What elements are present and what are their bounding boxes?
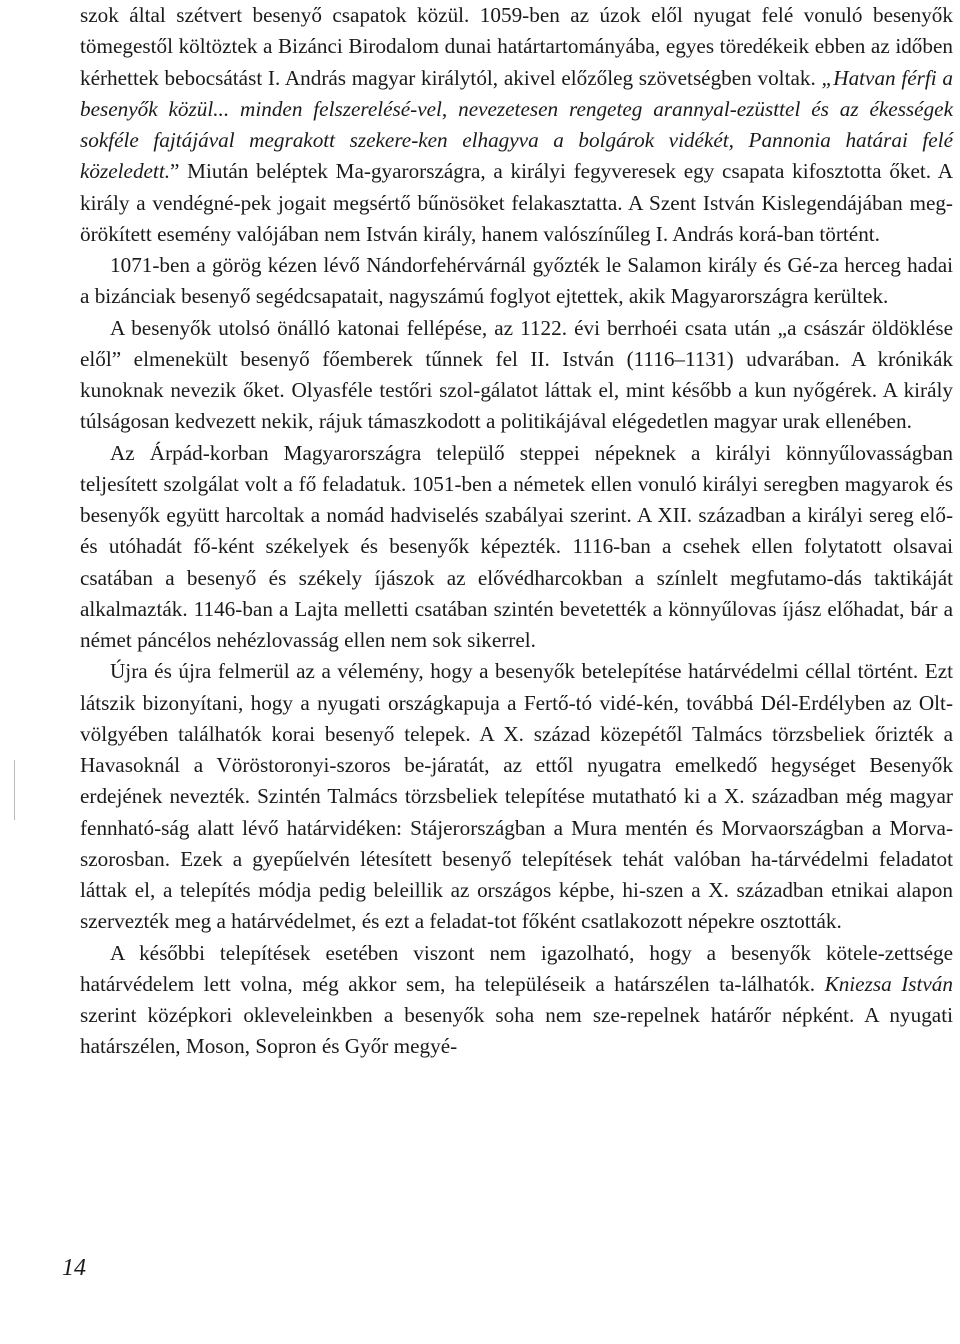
paragraph-3	[80, 313, 953, 438]
author-name-italic: Kniezsa István	[824, 971, 953, 996]
quote-italic: „Hatvan férfi a besenyők közül... minden felszerelésé-vel, nevezetesen rengeteg arannyal-ezüsttel és az ékességek sokféle fajtájával megrakott szekere-ken elhagyva a bolgárok vidékét, Pannonia határai felé közeledett.	[80, 65, 953, 184]
text-run: Újra és újra felmerül az a vélemény, hogy a besenyők betelepítése határvédelmi céllal történt. Ezt látszik bizonyítani, hogy a nyugati országkapuja a Fertő-tó vidé-kén, továbbá Dél-Erdélyben az Olt-völgyében találhatók korai besenyő telepek. A X. század közepétől Talmács törzsbeliek őrizték a Havasoknál a Vöröstoronyi-szoros be-járatát, az ettől nyugatra emelkedő hegységet Besenyők erdejének nevezték. Szintén Talmács törzsbeliek telepítése mutatható ki a X. században még magyar fennható-ság alatt lévő határvidéken: Stájerországban a Mura mentén és Morvaországban a Morva-szorosban. Ezek a gyepűelvén létesített besenyő telepítések tehát valóban ha-tárvédelmi feladatot láttak el, a telepítés módja pedig beleillik az országos képbe, hi-szen a X. században etnikai alapon szervezték meg a határvédelmet, és ezt a feladat-tot főként csatlakozott népekre osztották.	[80, 659, 953, 934]
text-run: szerint középkori okleveleinkben a besenyők soha nem sze-repelnek határőr népként. A nyugati határszélen, Moson, Sopron és Győr megyé-	[80, 1003, 953, 1059]
text-run: Az Árpád-korban Magyarországra települő steppei népeknek a királyi könnyűlovasságban teljesített szolgálat volt a fő feladatuk. 1051-ben a németek ellen vonuló királyi seregben magyarok és besenyők együtt harcoltak a nomád hadviselés szabályai szerint. A XII. században a királyi sereg elő- és utóhadát fő-ként székelyek és besenyők képezték. 1116-ban a csehek ellen folytatott olsavai csatában a besenyő és székely íjászok az elővédharcokban a színlelt megfutamo-dás taktikáját alkalmazták. 1146-ban a Lajta melletti csatában szintén bevetették a könnyűlovas íjász előhadat, bár a német páncélos nehézlovasság ellen nem sok sikerrel.	[80, 440, 953, 652]
text-run: szok által szétvert besenyő csapatok közül. 1059-ben az úzok elől nyugat felé vonuló besenyők tömegestől költöztek a Bizánci Birodalom dunai határtartományába, egyes töredékeik ebben az időben kérhettek bebocsátást I. András magyar királytól, akivel előzőleg szövetségben voltak.	[80, 3, 953, 90]
text-run: A besenyők utolsó önálló katonai fellépése, az 1122. évi berrhoéi csata után „a császár öldöklése elől” elmenekült besenyő főemberek tűnnek fel II. István (1116–1131) udvarában. A krónikák kunoknak nevezik őket. Olyasféle testőri szol-gálatot láttak el, mint később a kun nyőgérek. A király túlságosan kedvezett nekik, rájuk támaszkodott a politikájával elégedetlen magyar urak ellenében.	[80, 315, 953, 434]
paragraph-2	[80, 250, 953, 313]
margin-line	[14, 760, 15, 820]
page-number: 14	[62, 1255, 86, 1281]
text-run: A későbbi telepítések esetében viszont nem igazolható, hogy a besenyők kötele-zettsége határvédelem lett volna, még akkor sem, ha településeik a határszélen ta-lálhatók.	[80, 940, 953, 996]
page-text	[80, 0, 953, 1063]
paragraph-5	[80, 656, 953, 937]
text-run: ” Miután beléptek Ma-gyarországra, a királyi fegyveresek egy csapata kifosztotta őket. A király a vendégné-pek jogait megsértő bűnösöket felakasztatta. A Szent István Kislegendájában meg-örökített esemény valójában nem István király, hanem valószínűleg I. András korá-ban történt.	[80, 159, 953, 246]
paragraph-4	[80, 438, 953, 657]
text-run: 1071-ben a görög kézen lévő Nándorfehérvárnál győzték le Salamon király és Gé-za herceg hadai a bizánciak besenyő segédcsapatait, nagyszámú foglyot ejtettek, akik Magyarországra kerültek.	[80, 253, 953, 309]
paragraph-6	[80, 938, 953, 1063]
paragraph-1	[80, 0, 953, 250]
